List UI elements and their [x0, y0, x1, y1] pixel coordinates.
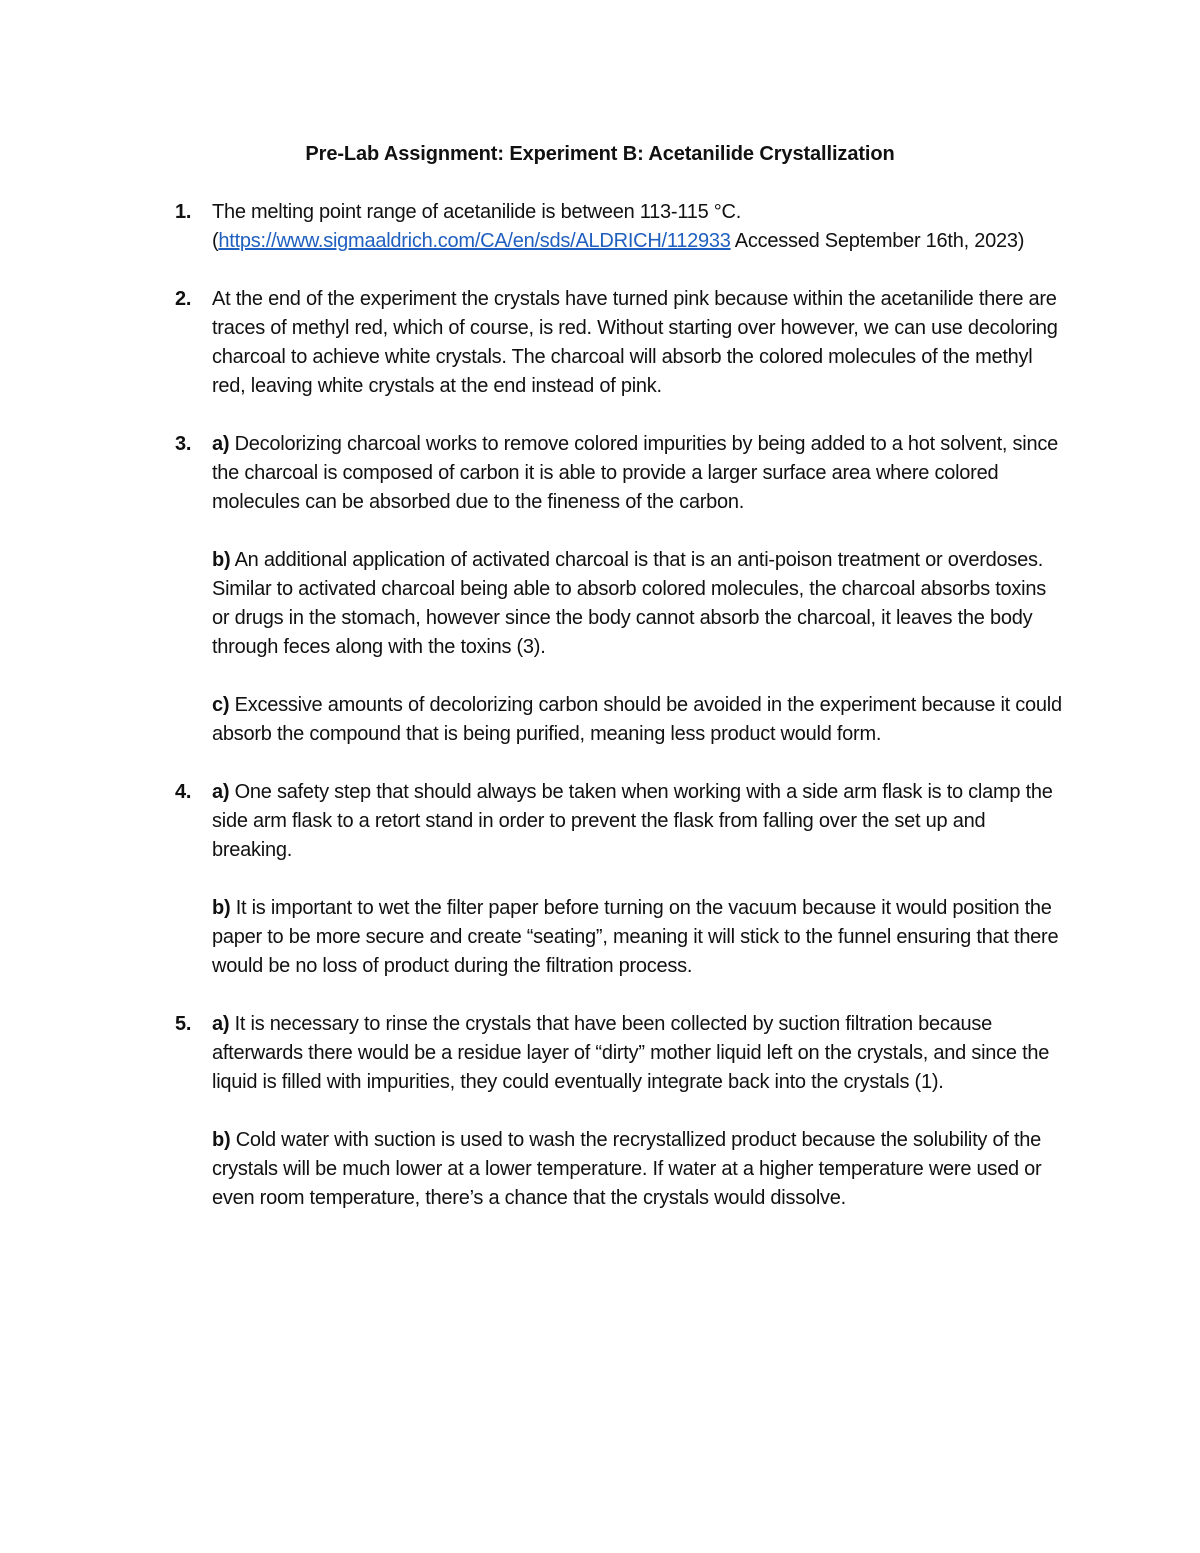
answer-part-c [212, 691, 1068, 749]
part-text: Cold water with suction is used to wash the recrystallized product because the solubility of the crystals will be much lower at a lower temperature. If water at a higher temperature were used or even room temperature, there’s a chance that the crystals would dissolve. [212, 1129, 1042, 1209]
question-number: 2. [175, 288, 192, 310]
question-number: 5. [175, 1013, 192, 1035]
part-label: b) [212, 897, 231, 919]
answer-text: At the end of the experiment the crystals have turned pink because within the acetanilide there are traces of methyl red, which of course, is red. Without starting over however, we can use decoloring charcoal to achieve white crystals. The charcoal will absorb the colored molecules of the methyl red, leaving white crystals at the end instead of pink. [212, 288, 1058, 397]
part-text: It is important to wet the filter paper before turning on the vacuum because it would position the paper to be more secure and create “seating”, meaning it will stick to the funnel ensuring that there would be no loss of product during the filtration process. [212, 897, 1059, 977]
question-1 [0, 198, 1200, 256]
answer-part-b [212, 894, 1068, 981]
part-label: a) [212, 433, 230, 455]
question-number: 1. [175, 201, 192, 223]
question-body [212, 778, 1068, 981]
answer-part-a [212, 778, 1068, 865]
part-text: An additional application of activated charcoal is that is an anti-poison treatment or overdoses. Similar to activated charcoal being able to absorb colored molecules, the charcoal absorbs toxins or drugs in the stomach, however since the body cannot absorb the charcoal, it leaves the body through feces along with the toxins (3). [212, 549, 1046, 658]
question-3 [0, 430, 1200, 749]
answer-part-a [212, 1010, 1068, 1097]
part-label: a) [212, 1013, 230, 1035]
answer-text: The melting point range of acetanilide is between 113-115 °C. [212, 201, 742, 223]
part-text: One safety step that should always be taken when working with a side arm flask is to clamp the side arm flask to a retort stand in order to prevent the flask from falling over the set up and breaking. [212, 781, 1053, 861]
question-list [0, 198, 1200, 1242]
question-body [212, 198, 1068, 256]
answer-part-b [212, 1126, 1068, 1213]
sds-link[interactable]: https://www.sigmaaldrich.com/CA/en/sds/ALDRICH/112933 [218, 230, 731, 252]
question-5 [0, 1010, 1200, 1213]
part-text: Excessive amounts of decolorizing carbon should be avoided in the experiment because it could absorb the compound that is being purified, meaning less product would form. [212, 694, 1062, 745]
answer-part-a [212, 430, 1068, 517]
part-label: c) [212, 694, 230, 716]
part-label: b) [212, 549, 231, 571]
question-number: 3. [175, 433, 192, 455]
part-text: Decolorizing charcoal works to remove colored impurities by being added to a hot solvent, since the charcoal is composed of carbon it is able to provide a larger surface area where colored molecules can be absorbed due to the fineness of the carbon. [212, 433, 1058, 513]
document-title: Pre-Lab Assignment: Experiment B: Acetanilide Crystallization [305, 143, 895, 165]
answer-part-b [212, 546, 1068, 662]
question-number: 4. [175, 781, 192, 803]
paren-open: ( [212, 230, 219, 252]
part-label: b) [212, 1129, 231, 1151]
part-text: It is necessary to rinse the crystals that have been collected by suction filtration because afterwards there would be a residue layer of “dirty” mother liquid left on the crystals, and since the liquid is filled with impurities, they could eventually integrate back into the crystals (1). [212, 1013, 1050, 1093]
question-body [212, 430, 1068, 749]
question-4 [0, 778, 1200, 981]
citation-text: Accessed September 16th, 2023) [730, 230, 1025, 252]
question-2 [0, 285, 1200, 401]
question-body [212, 1010, 1068, 1213]
part-label: a) [212, 781, 230, 803]
